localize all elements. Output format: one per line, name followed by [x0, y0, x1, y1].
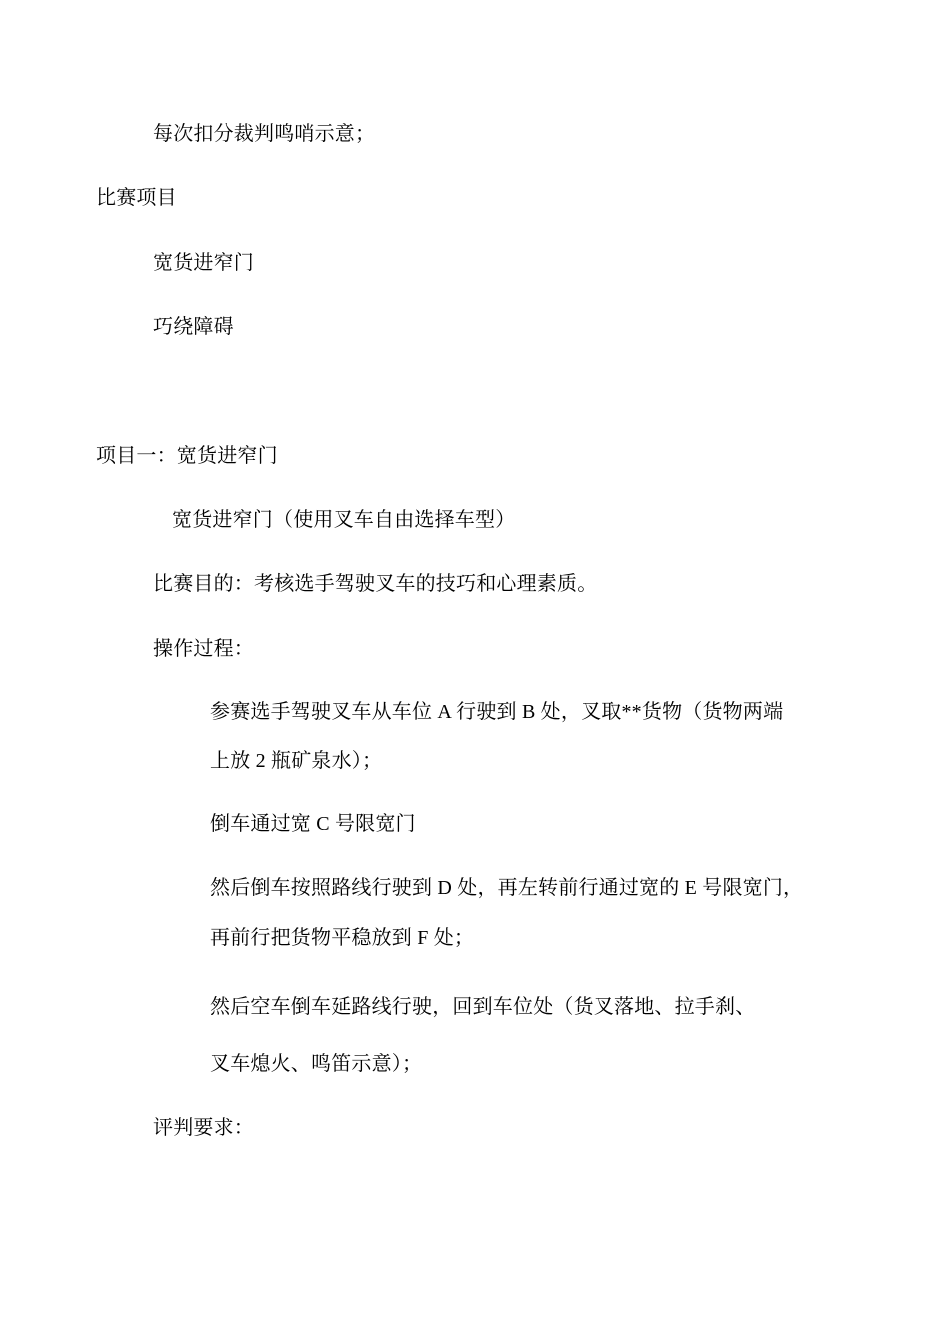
step-3-line-2: 再前行把货物平稳放到 F 处； [210, 927, 475, 949]
step-2: 倒车通过宽 C 号限宽门 [210, 813, 416, 835]
list-item-obstacle: 巧绕障碍 [153, 316, 234, 338]
step-1-line-2: 上放 2 瓶矿泉水）； [210, 750, 383, 772]
judging-requirements-label: 评判要求： [153, 1117, 254, 1139]
step-1-line-1: 参赛选手驾驶叉车从车位 A 行驶到 B 处，叉取**货物（货物两端 [210, 701, 784, 723]
section-heading-competition-items: 比赛项目 [96, 187, 177, 209]
step-3-line-1: 然后倒车按照路线行驶到 D 处，再左转前行通过宽的 E 号限宽门， [210, 877, 804, 899]
operation-process-label: 操作过程： [153, 638, 254, 660]
step-4-line-2: 叉车熄火、鸣笛示意）； [210, 1053, 423, 1075]
step-4-line-1: 然后空车倒车延路线行驶，回到车位处（货叉落地、拉手刹、 [210, 996, 756, 1018]
list-item-wide-goods: 宽货进窄门 [153, 252, 254, 274]
paragraph-whistle-rule: 每次扣分裁判鸣哨示意； [153, 123, 376, 145]
competition-purpose: 比赛目的：考核选手驾驶叉车的技巧和心理素质。 [153, 573, 598, 595]
project-one-subtitle: 宽货进窄门（使用叉车自由选择车型） [172, 509, 516, 531]
project-one-heading: 项目一：宽货进窄门 [96, 445, 278, 467]
